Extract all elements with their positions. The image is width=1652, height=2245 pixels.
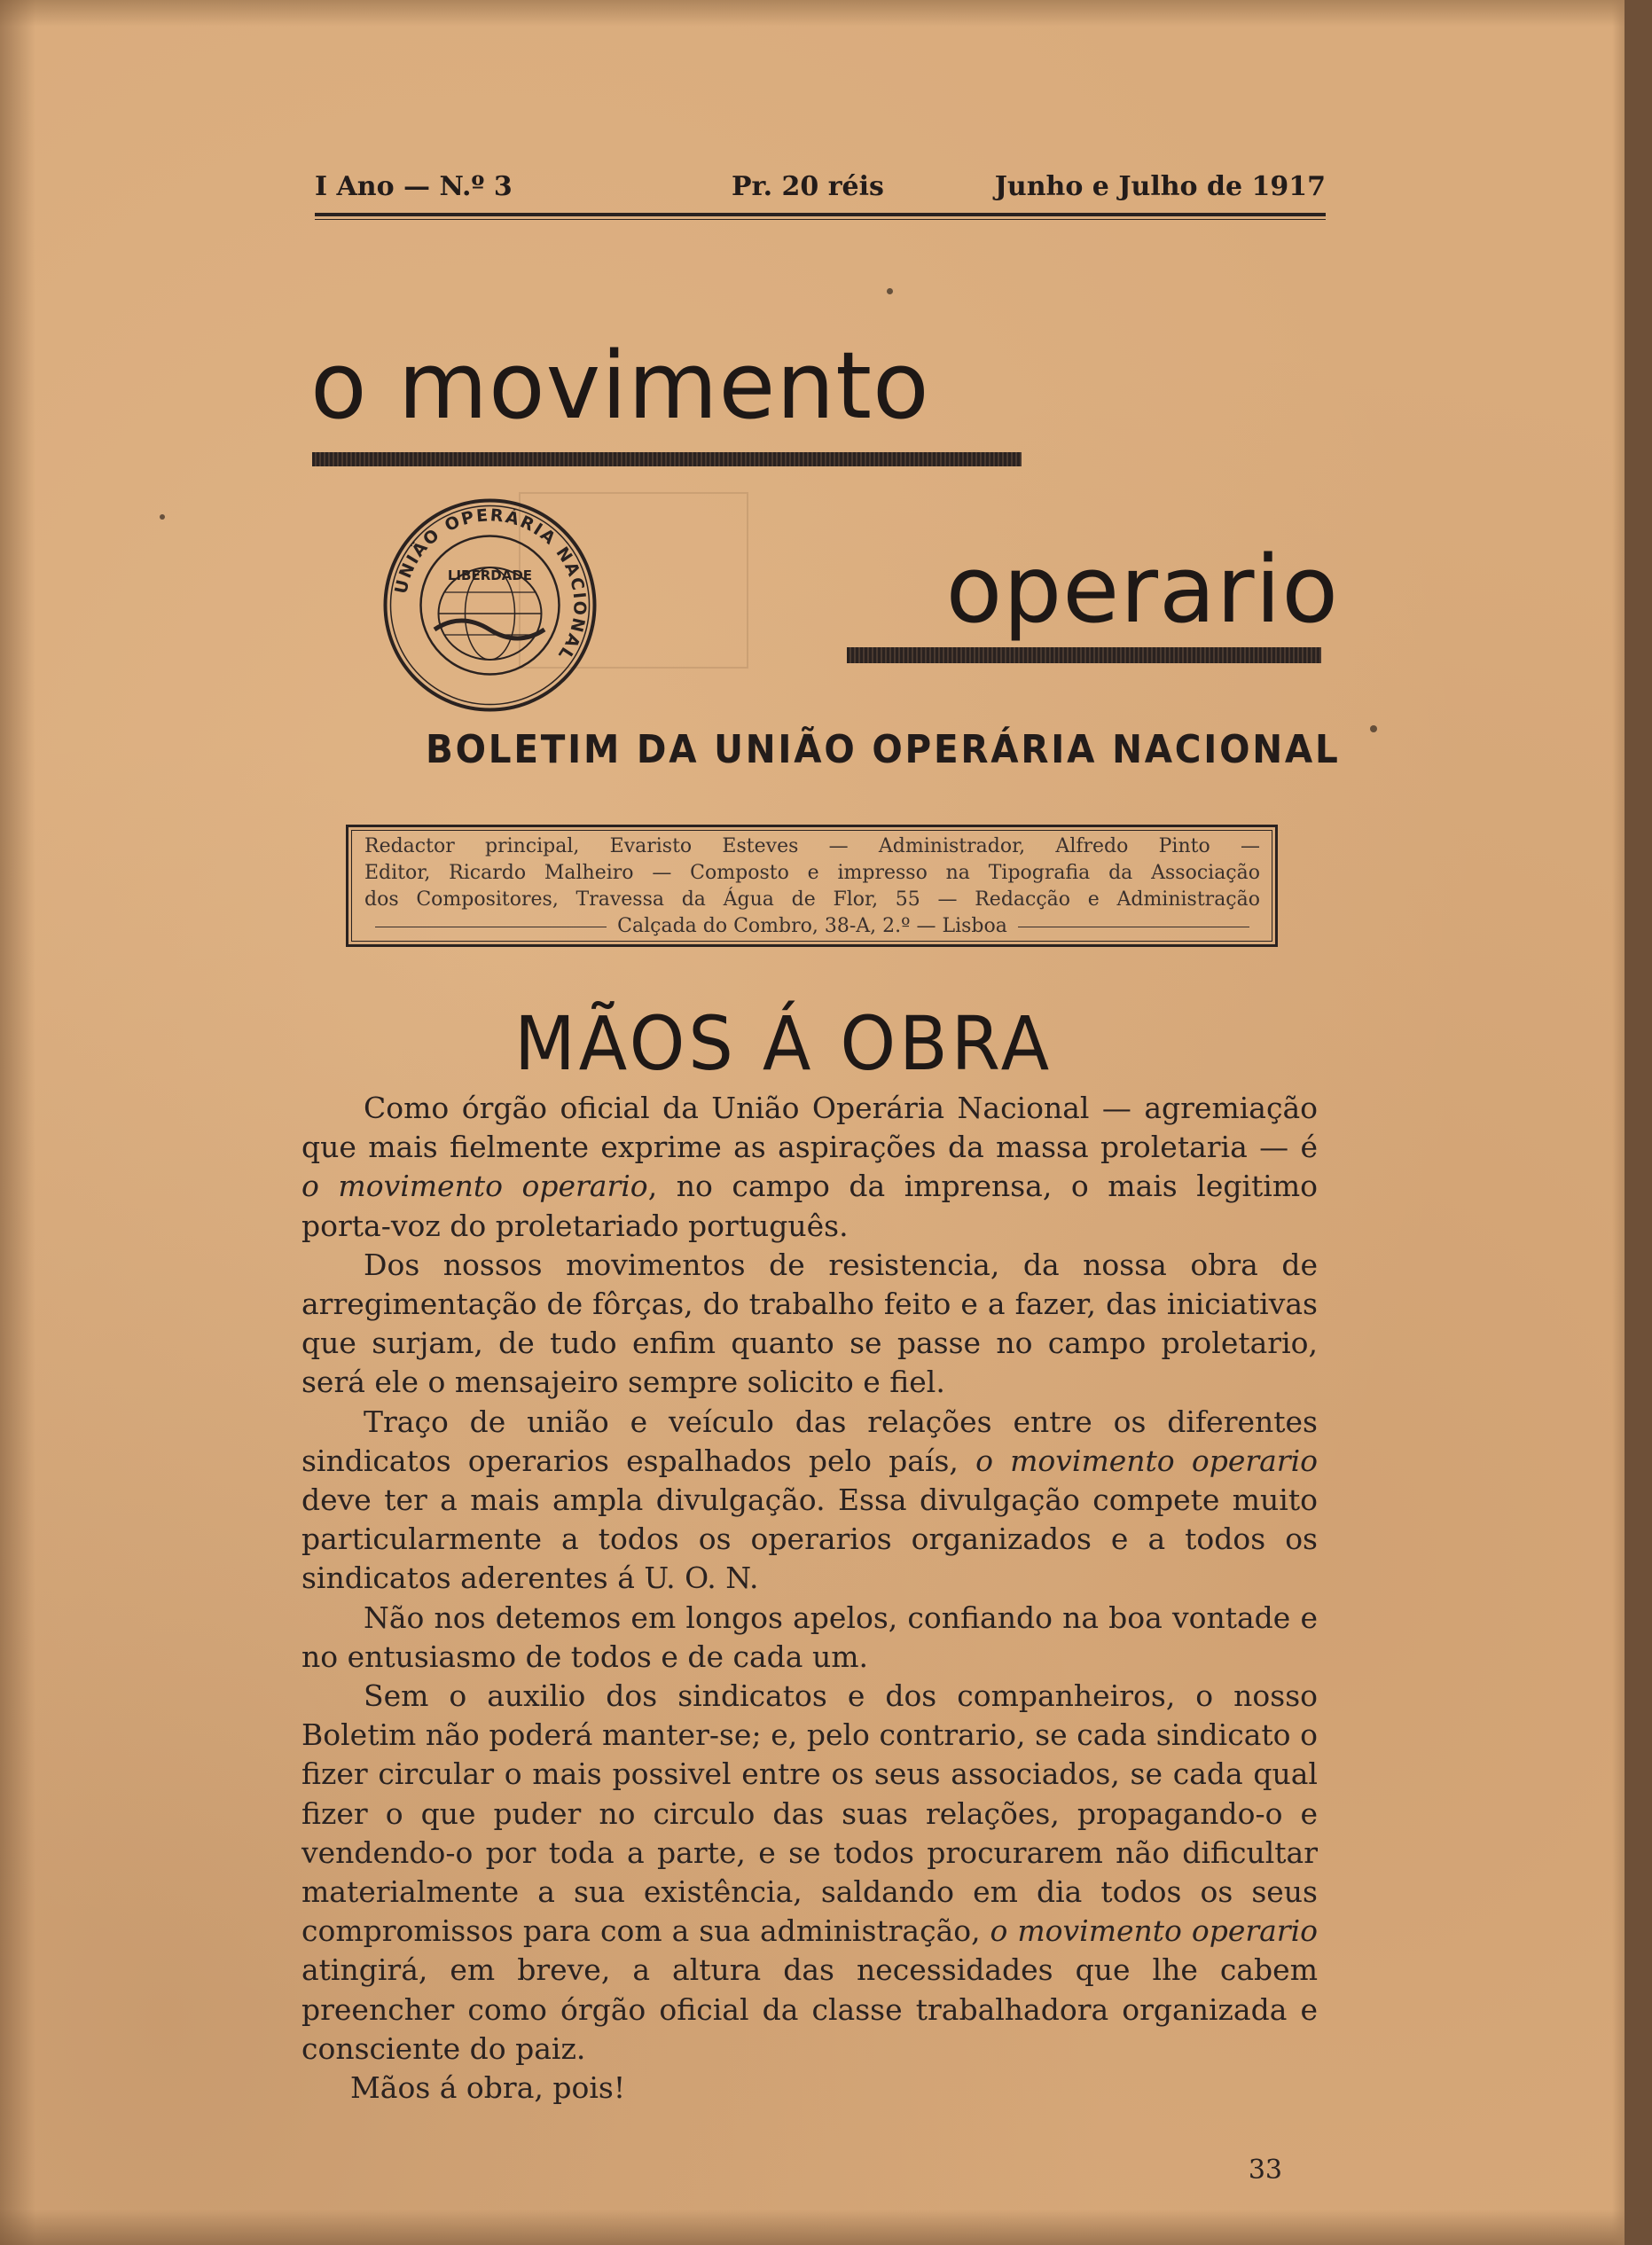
masthead-title-line2: operario (945, 536, 1339, 644)
p3-text-a: Traço de união e veículo das relações entre os diferentes sindicatos operarios espalhados pelo país, (301, 1404, 1318, 1478)
p1-text-b: , no campo da imprensa, o mais legitimo porta-voz do proletariado português. (301, 1169, 1319, 1243)
issue-number: I Ano — N.º 3 (315, 171, 513, 202)
masthead-underline-2 (847, 647, 1321, 663)
paper-edge-bottom (0, 2210, 1652, 2245)
article-paragraph-4: Não nos detemos em longos apelos, confiando na boa vontade e no entusiasmo de todos e de cada um. (301, 1600, 1318, 1674)
paper-edge-top (0, 0, 1652, 27)
masthead-title-line1: o movimento (310, 332, 930, 440)
article-paragraph-1 (301, 1089, 1318, 1246)
page-binding-edge (1625, 0, 1652, 2245)
credits-line-4-row (364, 914, 1260, 939)
article-paragraph-5 (301, 1677, 1318, 2069)
union-seal-icon (381, 497, 599, 714)
seal-ring-text: UNIÃO OPERÁRIA NACIONAL (391, 505, 590, 665)
p1-italic-title: o movimento operario (301, 1169, 648, 1204)
seal-center-text: LIBERDADE (447, 567, 533, 583)
paper-edge-left (0, 0, 35, 2245)
p5-italic-title: o movimento operario (990, 1913, 1319, 1949)
issue-date: Junho e Julho de 1917 (994, 171, 1326, 202)
p3-italic-title: o movimento operario (975, 1443, 1318, 1478)
article-title: MÃOS Á OBRA (514, 1000, 1053, 1087)
p1-text-a: Como órgão oficial da União Operária Nacional — agremiação que mais fielmente exprime as aspirações da massa proletaria — é (301, 1091, 1318, 1165)
masthead-underline-1 (312, 452, 1022, 466)
issue-price: Pr. 20 réis (732, 171, 884, 202)
credits-line-2: Editor, Ricardo Malheiro — Composto e impresso na Tipografia da Associação (364, 862, 1260, 884)
credits-box (346, 825, 1278, 947)
speck (160, 514, 165, 520)
credits-line-4: Calçada do Combro, 38-A, 2.º — Lisboa (617, 915, 1007, 937)
article-closing: Mãos á obra, pois! (350, 2070, 626, 2106)
page-number: 33 (1248, 2155, 1282, 2186)
p5-text-a: Sem o auxilio dos sindicatos e dos companheiros, o nosso Boletim não poderá manter-se; e, pelo contrario, se cada sindicato o fizer circular o mais possivel entre os seus associados, se cada qual fizer o que puder no circulo das suas relações, propagando-o e vendendo-o por toda a parte, e se todos procurarem não dificultar materialmente a sua existência, saldando em dia todos os seus compromissos para com a sua administração, (301, 1678, 1318, 1949)
header-rule-thin (315, 219, 1326, 220)
bulletin-subtitle: BOLETIM DA UNIÃO OPERÁRIA NACIONAL (426, 727, 1341, 772)
speck (1370, 725, 1377, 732)
header-rule (315, 213, 1326, 216)
p3-text-b: deve ter a mais ampla divulgação. Essa divulgação compete muito particularmente a todos os operarios organizados e a todos os sindicatos aderentes á U. O. N. (301, 1482, 1318, 1596)
credits-line-1: Redactor principal, Evaristo Esteves — Administrador, Alfredo Pinto — (364, 835, 1260, 857)
credits-line-3: dos Compositores, Travessa da Água de Flor, 55 — Redacção e Administração (364, 888, 1260, 911)
article-paragraph-2: Dos nossos movimentos de resistencia, da nossa obra de arregimentação de fôrças, do trabalho feito e a fazer, das iniciativas que surjam, de tudo enfim quanto se passe no campo proletario, será ele o mensajeiro sempre solicito e fiel. (301, 1247, 1318, 1400)
speck (887, 288, 893, 294)
article-paragraph-3 (301, 1403, 1318, 1599)
issue-header (315, 164, 1326, 208)
p5-text-b: atingirá, em breve, a altura das necessidades que lhe cabem preencher como órgão oficial da classe trabalhadora organizada e consciente do paiz. (301, 1952, 1318, 2066)
article-body (301, 1089, 1318, 2153)
